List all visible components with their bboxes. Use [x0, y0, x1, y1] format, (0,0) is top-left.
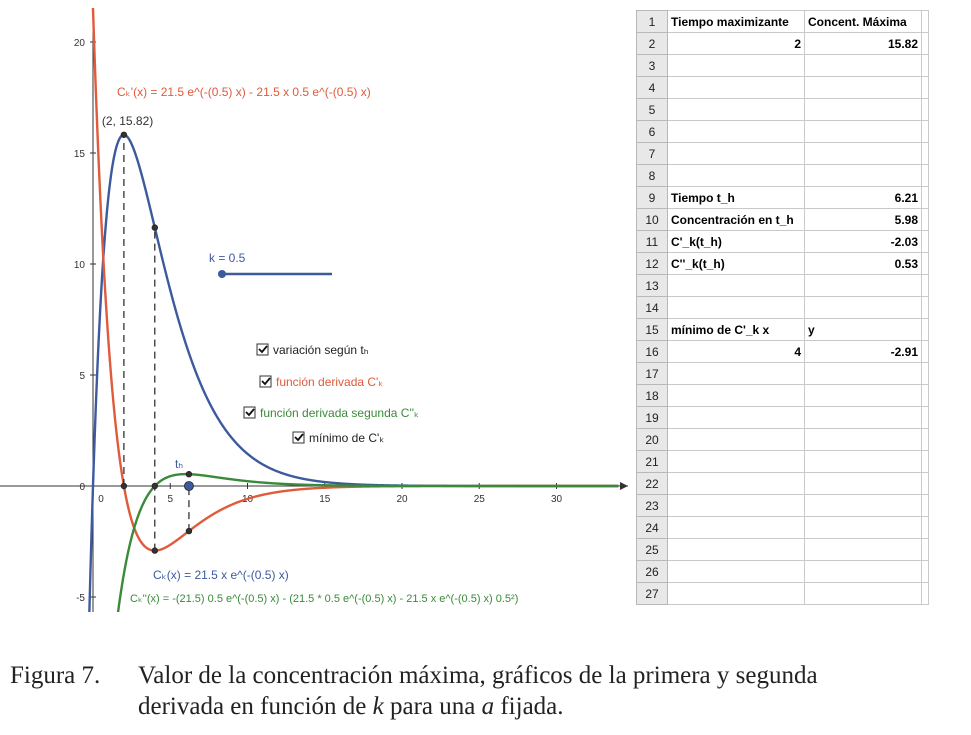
- cell-a[interactable]: [668, 297, 805, 319]
- cell-c[interactable]: [922, 385, 929, 407]
- cell-c[interactable]: [922, 451, 929, 473]
- spreadsheet-row: [637, 583, 929, 605]
- cell-a[interactable]: Tiempo maximizante: [668, 11, 805, 33]
- cell-c[interactable]: [922, 165, 929, 187]
- spreadsheet-row: [637, 275, 929, 297]
- spreadsheet-row: [637, 363, 929, 385]
- cell-a[interactable]: 2: [668, 33, 805, 55]
- cell-a[interactable]: [668, 561, 805, 583]
- spreadsheet-row: [637, 99, 929, 121]
- row-header: 20: [637, 429, 668, 451]
- cell-b[interactable]: 0.53: [805, 253, 922, 275]
- cell-b[interactable]: 15.82: [805, 33, 922, 55]
- cell-a[interactable]: [668, 407, 805, 429]
- cell-b[interactable]: [805, 77, 922, 99]
- cell-b[interactable]: [805, 363, 922, 385]
- point: [152, 548, 158, 554]
- spreadsheet-row: [637, 385, 929, 407]
- cell-b[interactable]: [805, 297, 922, 319]
- spreadsheet-row: [637, 297, 929, 319]
- checkbox-label-3: mínimo de C'ₖ: [309, 431, 385, 445]
- series-label-C2: Cₖ''(x) = -(21.5) 0.5 e^(-(0.5) x) - (21.5 * 0.5 e^(-(0.5) x) - 21.5 x e^(-(0.5) x) 0.5²): [130, 593, 519, 605]
- cell-c[interactable]: [922, 517, 929, 539]
- cell-a[interactable]: C''_k(t_h): [668, 253, 805, 275]
- cell-c[interactable]: [922, 297, 929, 319]
- point: [186, 528, 192, 534]
- row-header: 26: [637, 561, 668, 583]
- cell-b[interactable]: [805, 561, 922, 583]
- cell-b[interactable]: [805, 121, 922, 143]
- cell-b[interactable]: [805, 275, 922, 297]
- row-header: 3: [637, 55, 668, 77]
- point: [152, 225, 158, 231]
- cell-b[interactable]: [805, 99, 922, 121]
- row-header: 17: [637, 363, 668, 385]
- checkbox-label-2: función derivada segunda C''ₖ: [260, 406, 420, 420]
- x-tick-label: 5: [167, 494, 174, 505]
- row-header: 23: [637, 495, 668, 517]
- y-tick-label: 5: [79, 371, 85, 382]
- y-tick-label: 10: [73, 260, 85, 271]
- cell-a[interactable]: [668, 275, 805, 297]
- caption-line1: Valor de la concentración máxima, gráficos de la primera y segunda: [138, 662, 818, 689]
- point-label-th: tₕ: [174, 457, 184, 471]
- row-header: 15: [637, 319, 668, 341]
- cell-a[interactable]: [668, 77, 805, 99]
- slider-label: k = 0.5: [209, 251, 246, 265]
- row-header: 27: [637, 583, 668, 605]
- cell-a[interactable]: [668, 165, 805, 187]
- cell-c[interactable]: [922, 561, 929, 583]
- row-header: 21: [637, 451, 668, 473]
- row-header: 5: [637, 99, 668, 121]
- cell-c[interactable]: [922, 253, 929, 275]
- spreadsheet-row: [637, 451, 929, 473]
- row-header: 2: [637, 33, 668, 55]
- spreadsheet-row: [637, 561, 929, 583]
- row-header: 10: [637, 209, 668, 231]
- cell-b[interactable]: [805, 429, 922, 451]
- cell-b[interactable]: [805, 473, 922, 495]
- cell-a[interactable]: [668, 385, 805, 407]
- cell-b[interactable]: 5.98: [805, 209, 922, 231]
- cell-b[interactable]: -2.91: [805, 341, 922, 363]
- slider-handle[interactable]: [218, 270, 226, 278]
- spreadsheet-row: [637, 77, 929, 99]
- cell-b[interactable]: [805, 143, 922, 165]
- spreadsheet-row: [637, 517, 929, 539]
- cell-b[interactable]: 6.21: [805, 187, 922, 209]
- x-axis-arrow: [620, 482, 628, 490]
- spreadsheet: [636, 10, 936, 610]
- row-header: 12: [637, 253, 668, 275]
- row-header: 19: [637, 407, 668, 429]
- cell-a[interactable]: 4: [668, 341, 805, 363]
- cell-b[interactable]: y: [805, 319, 922, 341]
- spreadsheet-row: [637, 319, 929, 341]
- y-tick-label: 15: [73, 149, 85, 160]
- row-header: 7: [637, 143, 668, 165]
- point-label-max: (2, 15.82): [101, 113, 154, 128]
- cell-b[interactable]: [805, 407, 922, 429]
- row-header: 8: [637, 165, 668, 187]
- cell-c[interactable]: [922, 99, 929, 121]
- row-header: 22: [637, 473, 668, 495]
- spreadsheet-row: [637, 473, 929, 495]
- cell-b[interactable]: [805, 539, 922, 561]
- cell-b[interactable]: [805, 517, 922, 539]
- x-tick-label: 30: [550, 494, 563, 505]
- cell-a[interactable]: Concentración en t_h: [668, 209, 805, 231]
- spreadsheet-row: [637, 143, 929, 165]
- spreadsheet-row: [637, 121, 929, 143]
- cell-c[interactable]: [922, 143, 929, 165]
- series-label-C1: Cₖ'(x) = 21.5 e^(-(0.5) x) - 21.5 x 0.5 e^(-(0.5) x): [117, 85, 371, 99]
- y-tick-label: 0: [79, 482, 85, 493]
- cell-a[interactable]: [668, 539, 805, 561]
- cell-c[interactable]: [922, 363, 929, 385]
- cell-b[interactable]: [805, 385, 922, 407]
- cell-a[interactable]: [668, 429, 805, 451]
- spreadsheet-row: [637, 407, 929, 429]
- checkbox-label-1: función derivada C'ₖ: [276, 375, 384, 389]
- cell-b[interactable]: [805, 495, 922, 517]
- cell-c[interactable]: [922, 495, 929, 517]
- cell-a[interactable]: [668, 99, 805, 121]
- cell-c[interactable]: [922, 33, 929, 55]
- cell-a[interactable]: [668, 55, 805, 77]
- cell-c[interactable]: [922, 319, 929, 341]
- point: [152, 483, 158, 489]
- cell-b[interactable]: [805, 451, 922, 473]
- x-tick-label: 10: [241, 494, 254, 505]
- cell-c[interactable]: [922, 11, 929, 33]
- row-header: 11: [637, 231, 668, 253]
- cell-a[interactable]: [668, 121, 805, 143]
- spreadsheet-row: [637, 429, 929, 451]
- series-label-C: Cₖ(x) = 21.5 x e^(-(0.5) x): [153, 568, 289, 582]
- cell-b[interactable]: [805, 55, 922, 77]
- cell-c[interactable]: [922, 55, 929, 77]
- spreadsheet-row: [637, 209, 929, 231]
- cell-c[interactable]: [922, 121, 929, 143]
- cell-c[interactable]: [922, 187, 929, 209]
- row-header: 14: [637, 297, 668, 319]
- cell-a[interactable]: mínimo de C'_k x: [668, 319, 805, 341]
- row-header: 4: [637, 77, 668, 99]
- cell-a[interactable]: Tiempo t_h: [668, 187, 805, 209]
- cell-c[interactable]: [922, 275, 929, 297]
- caption-label: Figura 7.: [10, 662, 101, 689]
- cell-c[interactable]: [922, 341, 929, 363]
- row-header: 24: [637, 517, 668, 539]
- cell-b[interactable]: [805, 583, 922, 605]
- spreadsheet-table: [636, 10, 929, 605]
- figure-caption: [10, 660, 965, 722]
- cell-b[interactable]: Concent. Máxima: [805, 11, 922, 33]
- spreadsheet-row: [637, 33, 929, 55]
- point: [121, 132, 127, 138]
- row-header: 16: [637, 341, 668, 363]
- spreadsheet-row: [637, 187, 929, 209]
- cell-c[interactable]: [922, 473, 929, 495]
- cell-c[interactable]: [922, 583, 929, 605]
- caption-line2: derivada en función de k para una a fijada.: [138, 693, 564, 720]
- row-header: 9: [637, 187, 668, 209]
- x-tick-label: 15: [319, 494, 331, 505]
- cell-c[interactable]: [922, 231, 929, 253]
- point: [186, 471, 192, 477]
- spreadsheet-row: [637, 165, 929, 187]
- row-header: 25: [637, 539, 668, 561]
- cell-a[interactable]: [668, 451, 805, 473]
- cell-b[interactable]: [805, 165, 922, 187]
- row-header: 1: [637, 11, 668, 33]
- point: [184, 482, 193, 491]
- row-header: 6: [637, 121, 668, 143]
- cell-c[interactable]: [922, 539, 929, 561]
- checkbox-label-0: variación según tₕ: [273, 343, 369, 357]
- cell-a[interactable]: C'_k(t_h): [668, 231, 805, 253]
- spreadsheet-row: [637, 253, 929, 275]
- spreadsheet-row: [637, 495, 929, 517]
- cell-c[interactable]: [922, 77, 929, 99]
- spreadsheet-row: [637, 11, 929, 33]
- x-tick-label: 0: [98, 494, 104, 505]
- cell-a[interactable]: [668, 517, 805, 539]
- cell-c[interactable]: [922, 429, 929, 451]
- cell-a[interactable]: [668, 473, 805, 495]
- spreadsheet-row: [637, 539, 929, 561]
- cell-c[interactable]: [922, 407, 929, 429]
- x-tick-label: 20: [396, 494, 408, 505]
- row-header: 18: [637, 385, 668, 407]
- cell-a[interactable]: [668, 363, 805, 385]
- cell-a[interactable]: [668, 143, 805, 165]
- spreadsheet-row: [637, 341, 929, 363]
- cell-a[interactable]: [668, 583, 805, 605]
- cell-c[interactable]: [922, 209, 929, 231]
- spreadsheet-row: [637, 55, 929, 77]
- point: [121, 483, 127, 489]
- cell-b[interactable]: -2.03: [805, 231, 922, 253]
- y-tick-label: -5: [76, 593, 85, 604]
- spreadsheet-row: [637, 231, 929, 253]
- y-tick-label: 20: [73, 38, 85, 49]
- cell-a[interactable]: [668, 495, 805, 517]
- row-header: 13: [637, 275, 668, 297]
- x-tick-label: 25: [473, 494, 485, 505]
